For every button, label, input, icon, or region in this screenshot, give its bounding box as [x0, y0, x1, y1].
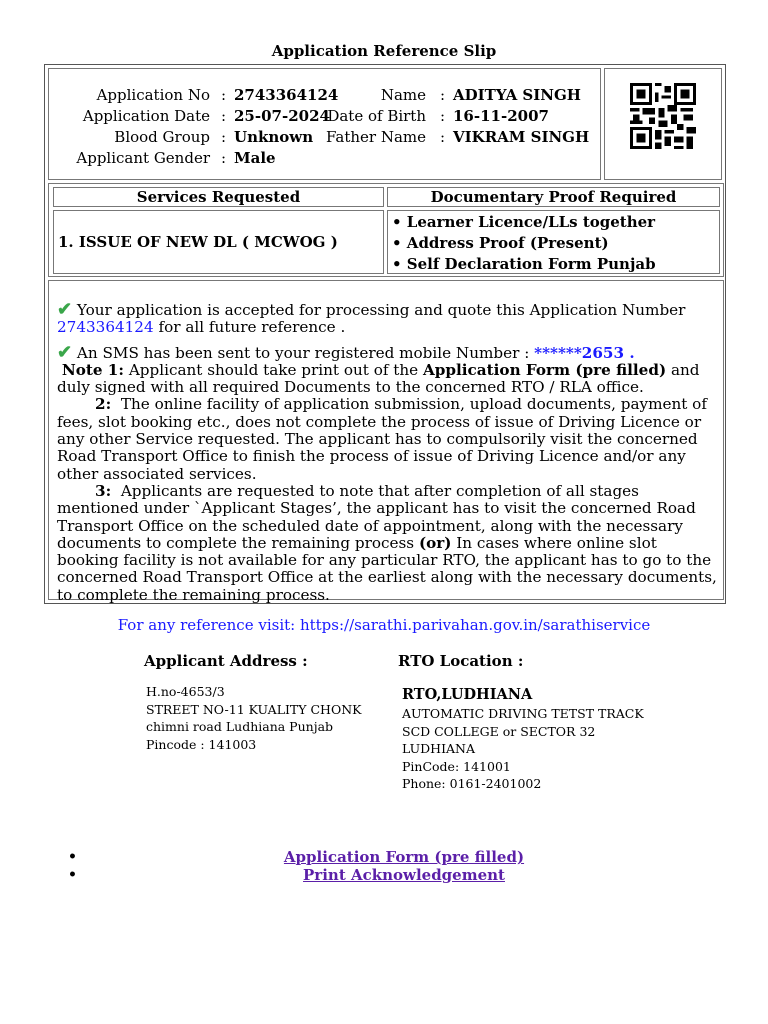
proof-cell: [387, 210, 720, 274]
application-form-link[interactable]: Application Form (pre filled): [283, 848, 525, 866]
proof-item: • Self Declaration Form Punjab: [392, 255, 656, 273]
father-name-label: Father Name: [325, 128, 426, 146]
rto-heading: RTO Location :: [398, 652, 524, 670]
accepted-number: 2743364124: [57, 318, 154, 337]
checkmark-icon: ✔: [57, 341, 73, 363]
sms-number: ******2653 .: [534, 343, 635, 362]
colon: :: [221, 107, 227, 125]
applicant-info-box: [48, 68, 601, 180]
gender-label: Applicant Gender: [76, 149, 210, 167]
address-line: H.no-4653/3: [146, 684, 225, 699]
rto-line: AUTOMATIC DRIVING TETST TRACK: [402, 706, 644, 721]
address-line: Pincode : 141003: [146, 736, 257, 752]
note-2: [57, 396, 717, 482]
print-acknowledgement-link[interactable]: Print Acknowledgement: [303, 865, 505, 884]
colon: :: [221, 86, 227, 104]
bullet: •: [68, 849, 77, 865]
note-1-text: and duly signed with all required Documents to the concerned RTO / RLA office.: [57, 360, 700, 397]
proof-item: • Learner Licence/LLs together: [392, 213, 656, 231]
dob-value: 16-11-2007: [453, 107, 549, 125]
blood-group-label: Blood Group: [114, 128, 210, 146]
note-3: [57, 483, 717, 604]
note-1-label: Note 1:: [61, 360, 124, 379]
colon: :: [221, 128, 227, 146]
address-line: STREET NO-11 KUALITY CHONK: [146, 701, 362, 717]
services-table: [48, 183, 724, 277]
applicant-address: [146, 683, 361, 753]
note-1-form: Application Form (pre filled): [423, 360, 667, 379]
app-date-label: Application Date: [82, 107, 210, 125]
app-no-label: Application No: [96, 86, 210, 104]
name-label: Name: [380, 86, 426, 104]
proof-header: Documentary Proof Required: [387, 187, 720, 207]
note-2-label: 2:: [95, 395, 112, 414]
sms-message: [57, 341, 717, 363]
accepted-text: Your application is accepted for processing and quote this Application Number: [76, 301, 686, 319]
messages: [57, 281, 717, 604]
qr-box: [604, 68, 722, 180]
app-date-value: 25-07-2024: [234, 107, 330, 125]
reference-link-text[interactable]: For any reference visit: https://sarathi.parivahan.gov.in/sarathiservice: [117, 616, 651, 634]
application-form-link-row: [60, 849, 748, 867]
colon: :: [221, 149, 227, 167]
colon: :: [440, 107, 446, 125]
app-no-value: 2743364124: [234, 86, 339, 104]
services-header: Services Requested: [53, 187, 384, 207]
father-name-value: VIKRAM SINGH: [453, 128, 590, 146]
rto-line: PinCode: 141001: [402, 758, 511, 774]
note-3-or: (or): [418, 533, 452, 552]
slip-container: [44, 64, 726, 604]
qr-code-icon: [628, 83, 698, 149]
accepted-tail: for all future reference .: [158, 318, 346, 337]
dob-label: Date of Birth: [327, 107, 426, 125]
colon: :: [440, 86, 446, 104]
accepted-message: [57, 301, 717, 337]
note-3-text: In cases where online slot booking facility is not available for any particular RTO, the applicant has to go to the concerned Road Transport Office at the earliest along with the necessary documents, to complete the remaining process.: [57, 533, 717, 604]
colon: :: [440, 128, 446, 146]
note-1: [57, 362, 717, 397]
note-3-text: Applicants are requested to note that after completion of all stages mentioned under `Applicant Stages’, the applicant has to visit the concerned Road Transport Office on the scheduled date of appointment, along with the necessary documents to complete the remaining process: [57, 481, 696, 552]
rto-line: Phone: 0161-2401002: [402, 776, 542, 791]
gender-value: Male: [234, 149, 276, 167]
note-3-label: 3:: [95, 481, 112, 500]
message-box: [48, 280, 724, 604]
blood-group-value: Unknown: [234, 128, 314, 146]
note-1-text: Applicant should take print out of the: [128, 360, 419, 379]
rto-address: [402, 685, 644, 793]
page-title: Application Reference Slip: [271, 42, 497, 60]
service-cell: [53, 210, 384, 274]
name-value: ADITYA SINGH: [453, 86, 581, 104]
print-ack-link-row: [60, 867, 748, 885]
rto-name: RTO,LUDHIANA: [402, 686, 533, 703]
rto-line: SCD COLLEGE or SECTOR 32: [402, 723, 596, 739]
sms-text: An SMS has been sent to your registered mobile Number :: [76, 343, 530, 362]
rto-line: LUDHIANA: [402, 741, 476, 756]
note-2-text: The online facility of application submission, upload documents, payment of fees, slot booking etc., does not complete the process of issue of Driving Licence or any other Service requested. The applicant has to compulsorily visit the concerned Road Transport Office to finish the process of issue of Driving Licence and/or any other associated services.: [57, 395, 707, 483]
address-line: chimni road Ludhiana Punjab: [146, 719, 334, 734]
proof-item: • Address Proof (Present): [392, 234, 609, 252]
bullet: •: [68, 866, 77, 883]
checkmark-icon: ✔: [57, 299, 73, 320]
address-heading: Applicant Address :: [144, 652, 308, 670]
action-links: [60, 849, 748, 884]
service-item: 1. ISSUE OF NEW DL ( MCWOG ): [58, 233, 338, 251]
